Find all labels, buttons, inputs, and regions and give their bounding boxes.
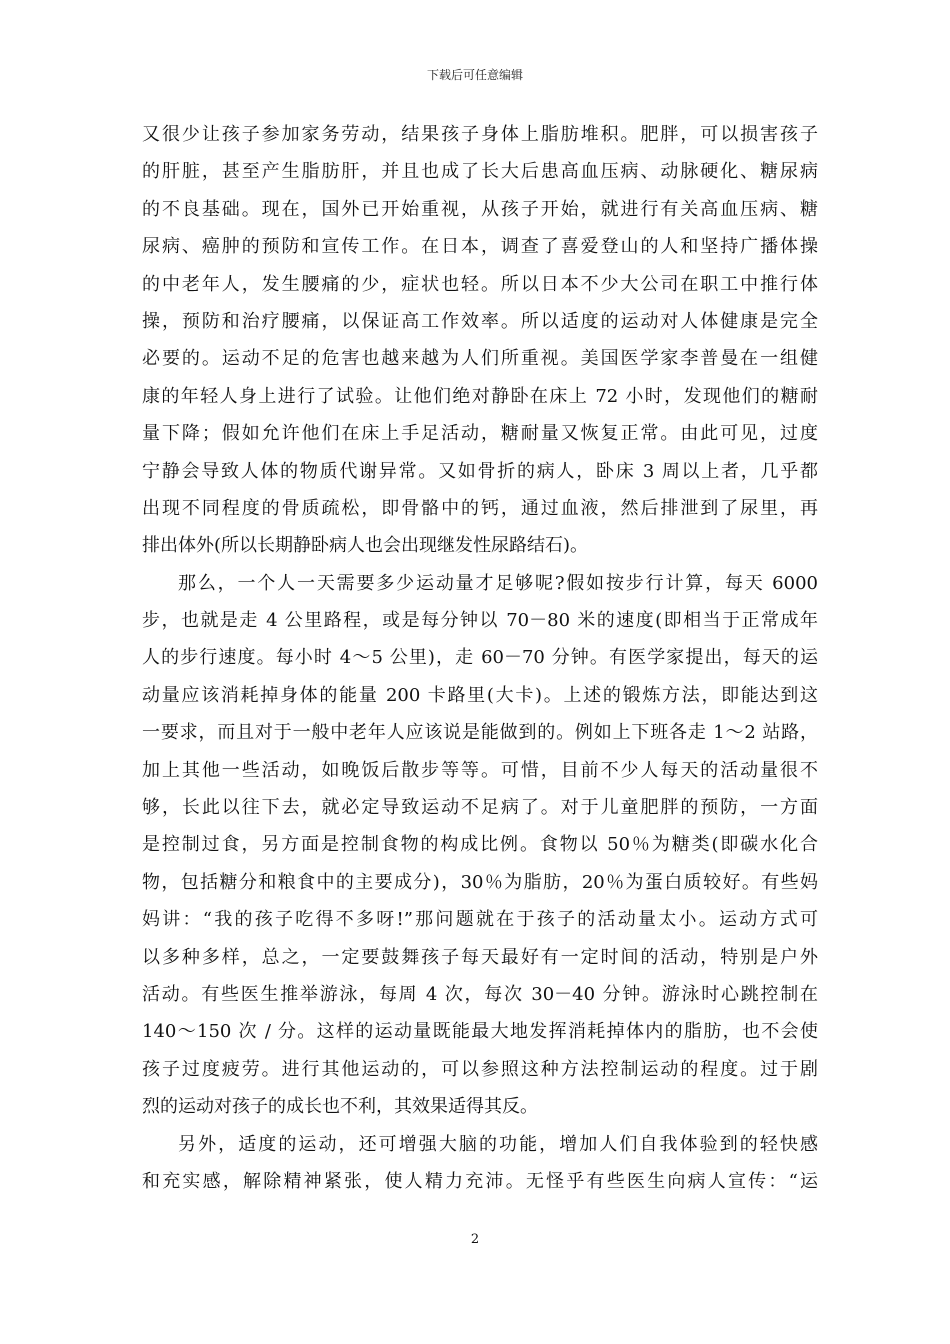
page-header: 下载后可任意编辑 [426,68,523,82]
paragraph-line: 和充实感，解除精神紧张，使人精力充沛。无怪乎有些医生向病人宣传：“运 [142,1170,818,1192]
paragraph-line: 的肝脏，甚至产生脂肪肝，并且也成了长大后患高血压病、动脉硬化、糖尿病 [142,161,818,183]
paragraph-line: 步，也就是走 4 公里路程，或是每分钟以 70－80 米的速度(即相当于正常成年 [142,610,818,632]
paragraph-line: 康的年轻人身上进行了试验。让他们绝对静卧在床上 72 小时，发现他们的糖耐 [142,385,818,407]
paragraph-line: 烈的运动对孩子的成长也不利，其效果适得其反。 [142,1096,538,1118]
paragraph-line: 的不良基础。现在，国外已开始重视，从孩子开始，就进行有关高血压病、糖 [142,198,818,220]
paragraph-line: 出现不同程度的骨质疏松，即骨骼中的钙，通过血液，然后排泄到了尿里，再 [142,497,818,519]
paragraph-line: 人的步行速度。每小时 4～5 公里)，走 60－70 分钟。有医学家提出，每天的运 [142,647,818,669]
paragraph-line: 妈讲：“我的孩子吃得不多呀!”那问题就在于孩子的活动量太小。运动方式可 [142,909,818,931]
paragraph-line: 量下降；假如允许他们在床上手足活动，糖耐量又恢复正常。由此可见，过度 [142,423,818,445]
paragraph-line: 动量应该消耗掉身体的能量 200 卡路里(大卡)。上述的锻炼方法，即能达到这 [142,684,818,706]
paragraph-line: 是控制过食，另方面是控制食物的构成比例。食物以 50％为糖类(即碳水化合 [142,834,818,856]
paragraph-line: 的中老年人，发生腰痛的少，症状也轻。所以日本不少大公司在职工中推行体 [142,273,818,295]
document-body [142,116,818,1200]
paragraph-line: 尿病、癌肿的预防和宣传工作。在日本，调查了喜爱登山的人和坚持广播体操 [142,236,818,258]
paragraph-line: 加上其他一些活动，如晚饭后散步等等。可惜，目前不少人每天的活动量很不 [142,759,818,781]
paragraph-line: 操，预防和治疗腰痛，以保证高工作效率。所以适度的运动对人体健康是完全 [142,310,818,332]
paragraph-line: 以多种多样，总之，一定要鼓舞孩子每天最好有一定时间的活动，特别是户外 [142,946,818,968]
paragraph-line: 140～150 次 / 分。这样的运动量既能最大地发挥消耗掉体内的脂肪，也不会使 [142,1021,818,1043]
paragraph-line: 孩子过度疲劳。进行其他运动的，可以参照这种方法控制运动的程度。过于剧 [142,1058,818,1080]
paragraph-line: 排出体外(所以长期静卧病人也会出现继发性尿路结石)。 [142,535,589,557]
paragraph-line: 那么，一个人一天需要多少运动量才足够呢?假如按步行计算，每天 6000 [178,572,818,594]
paragraph-line: 物，包括糖分和粮食中的主要成分)，30％为脂肪，20％为蛋白质较好。有些妈 [142,871,818,893]
paragraph-line: 活动。有些医生推举游泳，每周 4 次，每次 30－40 分钟。游泳时心跳控制在 [142,983,818,1005]
paragraph-line: 必要的。运动不足的危害也越来越为人们所重视。美国医学家李普曼在一组健 [142,348,818,370]
paragraph-line: 又很少让孩子参加家务劳动，结果孩子身体上脂肪堆积。肥胖，可以损害孩子 [142,124,818,145]
paragraph-line: 另外，适度的运动，还可增强大脑的功能，增加人们自我体验到的轻快感 [178,1133,818,1155]
paragraph-line: 一要求，而且对于一般中老年人应该说是能做到的。例如上下班各走 1～2 站路， [142,722,818,744]
page-number: 2 [470,1232,480,1247]
paragraph-line: 够，长此以往下去，就必定导致运动不足病了。对于儿童肥胖的预防，一方面 [142,797,818,819]
paragraph-line: 宁静会导致人体的物质代谢异常。又如骨折的病人，卧床 3 周以上者，几乎都 [142,460,818,482]
